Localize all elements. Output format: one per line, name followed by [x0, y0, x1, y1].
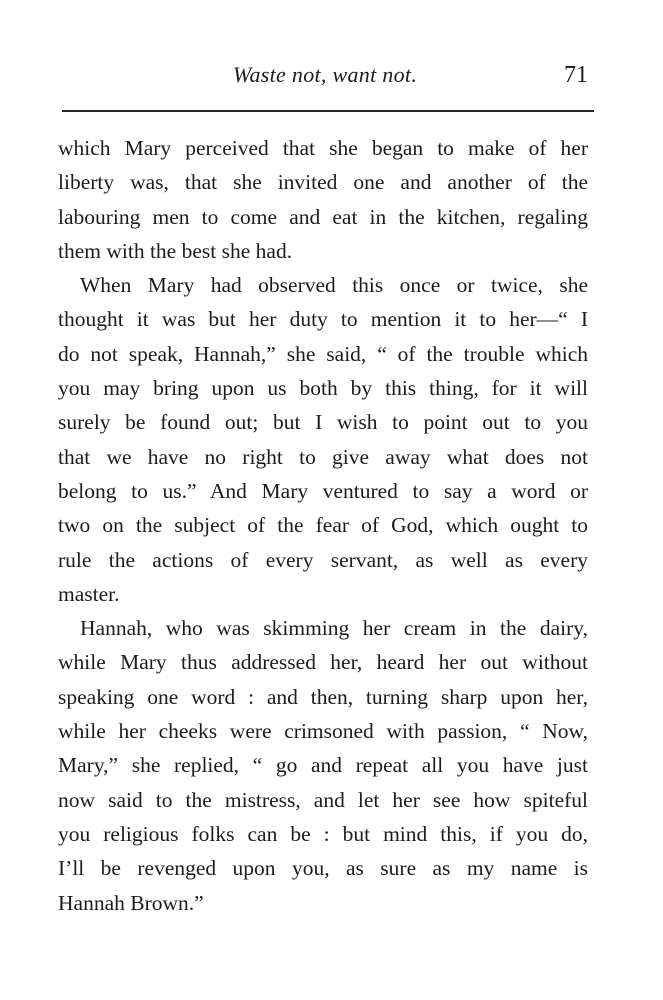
text-line: that we have no right to give away what does not [58, 444, 588, 469]
text-line: them with the best she had. [58, 238, 293, 263]
text-line: two on the subject of the fear of God, which ought to [58, 513, 588, 538]
text-line: surely be found out; but I wish to point out to you [58, 410, 588, 435]
text-line: while Mary thus addressed her, heard her out without [58, 650, 588, 675]
text-line: while her cheeks were crimsoned with passion, “ Now, [58, 719, 588, 744]
running-head [56, 62, 594, 96]
text-line: you may bring upon us both by this thing, for it will [58, 376, 588, 401]
text-line: I’ll be revenged upon you, as sure as my name is [58, 856, 588, 881]
page-number: 71 [564, 62, 588, 88]
header-rule [62, 110, 594, 112]
text-line: labouring men to come and eat in the kitchen, regaling [58, 204, 588, 229]
text-line: speaking one word : and then, turning sharp upon her, [58, 684, 588, 709]
text-line: Hannah, who was skimming her cream in the dairy, [80, 616, 588, 641]
text-line: Mary,” she replied, “ go and repeat all you have just [58, 753, 588, 778]
text-line: do not speak, Hannah,” she said, “ of the trouble which [58, 341, 588, 366]
text-line: you religious folks can be : but mind this, if you do, [58, 821, 588, 846]
text-line: thought it was but her duty to mention it to her—“ I [58, 307, 588, 332]
running-title: Waste not, want not. [232, 62, 418, 87]
text-line: belong to us.” And Mary ventured to say a word or [58, 478, 588, 503]
text-line: liberty was, that she invited one and another of the [58, 170, 588, 195]
text-line: When Mary had observed this once or twice, she [80, 273, 588, 298]
text-line: master. [58, 581, 120, 606]
text-line: which Mary perceived that she began to make of her [58, 136, 588, 160]
body-text [58, 131, 588, 920]
text-line: rule the actions of every servant, as well as every [58, 547, 588, 572]
text-line: Hannah Brown.” [58, 890, 204, 915]
text-line: now said to the mistress, and let her see how spiteful [58, 787, 588, 812]
